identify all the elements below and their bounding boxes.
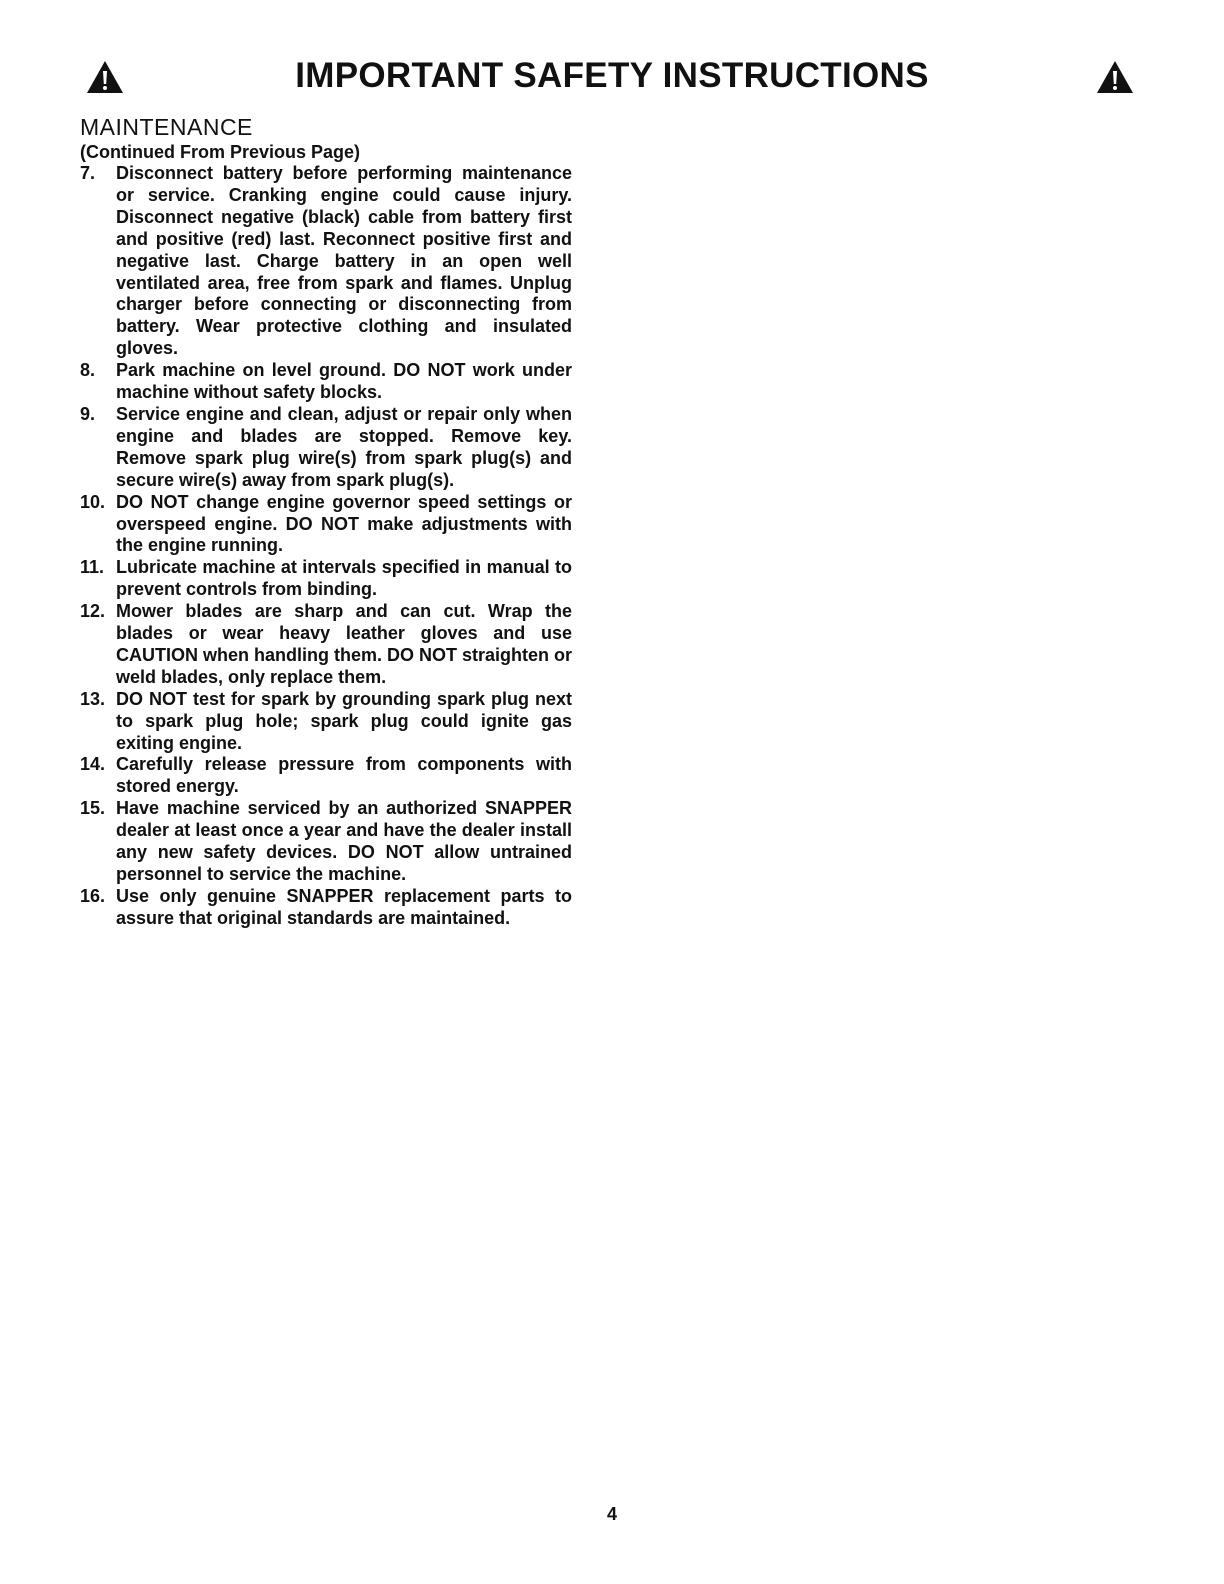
list-item [80,886,572,930]
page-header [0,52,1224,102]
warning-triangle-icon [1096,60,1134,94]
item-text: Lubricate machine at intervals specified in manual to prevent controls from binding. [116,557,572,600]
item-number: 8. [80,360,96,381]
item-number: 11. [80,557,105,578]
item-number: 15. [80,798,106,819]
section-subtitle: (Continued From Previous Page) [80,142,361,162]
item-text: Use only genuine SNAPPER replacement parts to assure that original standards are maintained. [116,885,572,928]
item-number: 13. [80,688,106,709]
page-title: IMPORTANT SAFETY INSTRUCTIONS [295,56,929,95]
item-text: Have machine serviced by an authorized SNAPPER dealer at least once a year and have the dealer install any new safety devices. DO NOT allow untrained personnel to service the machine. [116,798,572,884]
list-item [80,754,572,798]
item-text: Carefully release pressure from components with stored energy. [116,754,572,797]
item-text: DO NOT test for spark by grounding spark plug next to spark plug hole; spark plug could ignite gas exiting engine. [116,688,572,753]
item-number: 7. [80,163,96,183]
item-number: 10. [80,491,106,512]
list-item [80,689,572,755]
list-item [80,492,572,558]
item-text: Disconnect battery before performing maintenance or service. Cranking engine could cause injury. Disconnect negative (black) cable from battery first and positive (red) last. Reconnect positive first and negative last. Charge battery in an open well ventilated area, free from spark and flames. Unplug charger before connecting or disconnecting from battery. Wear protective clothing and insulated gloves. [116,163,572,359]
list-item [80,798,572,886]
item-text: Mower blades are sharp and can cut. Wrap the blades or wear heavy leather gloves and use CAUTION when handling them. DO NOT straighten or weld blades, only replace them. [116,601,573,687]
list-item [80,404,572,492]
list-item [80,163,572,360]
list-item [80,557,572,601]
section-title: MAINTENANCE [80,114,253,140]
item-number: 16. [80,885,106,906]
item-text: Park machine on level ground. DO NOT work under machine without safety blocks. [116,360,572,403]
instruction-list [80,163,572,930]
item-text: DO NOT change engine governor speed settings or overspeed engine. DO NOT make adjustments with the engine running. [116,491,572,556]
page-number: 4 [606,1504,617,1524]
maintenance-section [80,113,572,930]
list-item [80,601,572,689]
item-number: 9. [80,403,96,424]
item-number: 14. [80,754,106,775]
item-number: 12. [80,601,106,622]
item-text: Service engine and clean, adjust or repair only when engine and blades are stopped. Remove key. Remove spark plug wire(s) from spark plug(s) and secure wire(s) away from spark plug(s). [116,403,572,490]
list-item [80,360,572,404]
